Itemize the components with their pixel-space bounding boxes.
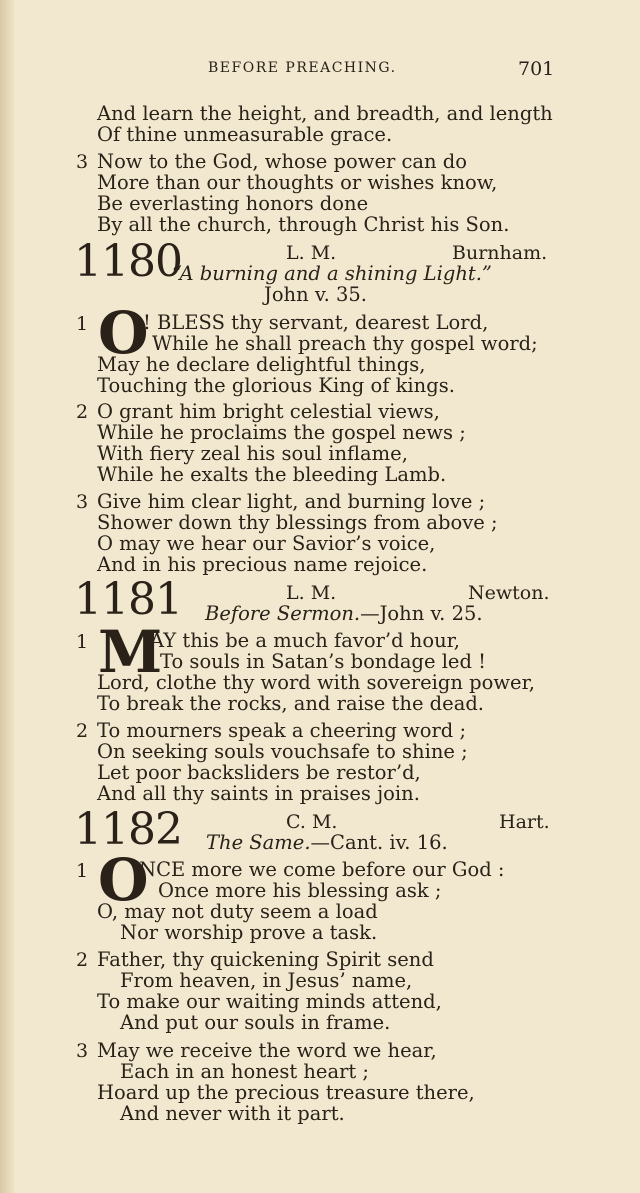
verse-line: Be everlasting honors done <box>97 192 369 215</box>
verse-line: Now to the God, whose power can do <box>97 150 468 173</box>
running-header: BEFORE PREACHING. <box>208 60 397 76</box>
scripture-reference: —Cant. iv. 16. <box>310 831 448 854</box>
hymn-number: 1181 <box>74 574 182 625</box>
verse-line: By all the church, through Christ his Son. <box>97 213 510 236</box>
verse-line: More than our thoughts or wishes know, <box>97 171 498 194</box>
verse-line: While he proclaims the gospel news ; <box>97 421 466 444</box>
verse-line: From heaven, in Jesus’ name, <box>120 969 413 992</box>
verse-line: Hoard up the precious treasure there, <box>97 1081 475 1104</box>
verse-line: While he exalts the bleeding Lamb. <box>97 463 447 486</box>
verse-line: And never with it part. <box>120 1102 345 1125</box>
stanza-number: 2 <box>76 401 89 423</box>
verse-line: O grant him bright celestial views, <box>97 400 440 423</box>
verse-line: On seeking souls vouchsafe to shine ; <box>97 740 468 763</box>
verse-line: Let poor backsliders be restor’d, <box>97 761 421 784</box>
verse-line: To mourners speak a cheering word ; <box>97 719 467 742</box>
drop-cap: O <box>98 846 149 914</box>
verse-line: To souls in Satan’s bondage led ! <box>160 650 486 673</box>
stanza-number: 1 <box>76 631 89 653</box>
verse-line: Shower down thy blessings from above ; <box>97 511 498 534</box>
verse-line: AY this be a much favor’d hour, <box>150 629 461 652</box>
verse-line: NCE more we come before our God : <box>139 858 505 881</box>
hymn-meter: L. M. <box>286 582 337 604</box>
verse-line: And learn the height, and breadth, and length <box>97 102 553 125</box>
stanza-number: 1 <box>76 860 89 882</box>
stanza-number: 3 <box>76 491 89 513</box>
hymn-subtitle-line <box>205 603 483 624</box>
page-binding-edge <box>0 0 14 1193</box>
hymn-number: 1182 <box>74 804 182 855</box>
stanza-number: 2 <box>76 720 89 742</box>
verse-line: Each in an honest heart ; <box>120 1060 370 1083</box>
verse-line: With fiery zeal his soul inflame, <box>97 442 408 465</box>
hymn-number: 1180 <box>74 236 182 287</box>
hymn-tune: Burnham. <box>452 242 548 264</box>
verse-line: Father, thy quickening Spirit send <box>97 948 434 971</box>
stanza-number: 3 <box>76 151 89 173</box>
scripture-reference: John v. 35. <box>264 283 367 306</box>
hymn-meter: L. M. <box>286 242 337 264</box>
scripture-reference: —John v. 25. <box>360 602 483 625</box>
verse-line: Once more his blessing ask ; <box>158 879 442 902</box>
verse-line: And all thy saints in praises join. <box>97 782 420 805</box>
hymn-subtitle-line <box>206 832 448 853</box>
hymn-subtitle: “A burning and a shining Light.” <box>172 262 492 285</box>
drop-cap: O <box>98 299 149 367</box>
verse-line: May we receive the word we hear, <box>97 1039 437 1062</box>
verse-line: ! BLESS thy servant, dearest Lord, <box>143 311 489 334</box>
hymn-tune: Newton. <box>468 582 550 604</box>
hymn-subtitle: Before Sermon. <box>205 602 361 625</box>
verse-line: O may we hear our Savior’s voice, <box>97 532 436 555</box>
page-number: 701 <box>518 58 555 80</box>
stanza-number: 1 <box>76 313 89 335</box>
hymn-meter: C. M. <box>286 811 338 833</box>
verse-line: Give him clear light, and burning love ; <box>97 490 486 513</box>
stanza-number: 3 <box>76 1040 89 1062</box>
verse-line: O, may not duty seem a load <box>97 900 378 923</box>
verse-line: To make our waiting minds attend, <box>97 990 442 1013</box>
verse-line: And in his precious name rejoice. <box>97 553 428 576</box>
hymn-subtitle: The Same. <box>206 831 311 854</box>
verse-line: While he shall preach thy gospel word; <box>152 332 538 355</box>
verse-line: Nor worship prove a task. <box>120 921 378 944</box>
verse-line: Touching the glorious King of kings. <box>97 374 455 397</box>
verse-line: Of thine unmeasurable grace. <box>97 123 393 146</box>
hymn-tune: Hart. <box>499 811 550 833</box>
verse-line: To break the rocks, and raise the dead. <box>97 692 485 715</box>
stanza-number: 2 <box>76 949 89 971</box>
drop-cap: M <box>98 618 163 686</box>
verse-line: May he declare delightful things, <box>97 353 426 376</box>
verse-line: Lord, clothe thy word with sovereign power, <box>97 671 535 694</box>
verse-line: And put our souls in frame. <box>120 1011 391 1034</box>
